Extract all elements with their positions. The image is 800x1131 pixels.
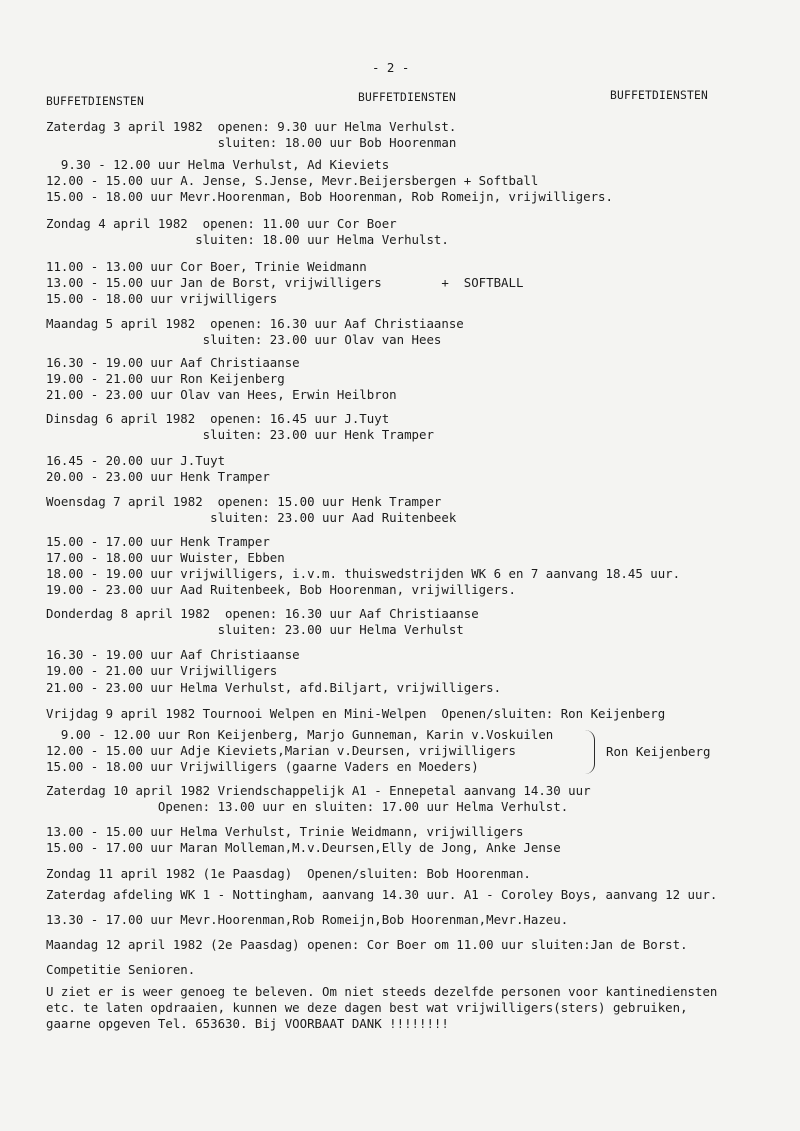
day-heading: Zondag 4 april 1982 openen: 11.00 uur Cor Boer [46, 216, 397, 231]
closing-line: sluiten: 23.00 uur Aad Ruitenbeek [46, 510, 457, 525]
closing-line: sluiten: 23.00 uur Henk Tramper [46, 427, 434, 442]
brace-note: Ron Keijenberg [606, 744, 711, 759]
shift-line: 12.00 - 15.00 uur A. Jense, S.Jense, Mevr.Beijersbergen + Softball [46, 173, 539, 188]
shift-line: 13.30 - 17.00 uur Mevr.Hoorenman,Rob Romeijn,Bob Hoorenman,Mevr.Hazeu. [46, 912, 569, 927]
shift-line: 17.00 - 18.00 uur Wuister, Ebben [46, 550, 285, 565]
shift-line: 9.00 - 12.00 uur Ron Keijenberg, Marjo Gunneman, Karin v.Voskuilen [46, 727, 554, 742]
closing-paragraph-line: U ziet er is weer genoeg te beleven. Om niet steeds dezelfde personen voor kantinediensten [46, 984, 718, 999]
shift-line: 20.00 - 23.00 uur Henk Tramper [46, 469, 270, 484]
shift-line: 19.00 - 21.00 uur Ron Keijenberg [46, 371, 285, 386]
shift-line: 15.00 - 18.00 uur vrijwilligers [46, 291, 278, 306]
shift-line: 15.00 - 17.00 uur Henk Tramper [46, 534, 270, 549]
shift-line: 15.00 - 18.00 uur Mevr.Hoorenman, Bob Hoorenman, Rob Romeijn, vrijwilligers. [46, 189, 613, 204]
day-heading: Donderdag 8 april 1982 openen: 16.30 uur Aaf Christiaanse [46, 606, 479, 621]
closing-line: sluiten: 23.00 uur Helma Verhulst [46, 622, 464, 637]
shift-line: 21.00 - 23.00 uur Olav van Hees, Erwin Heilbron [46, 387, 397, 402]
shift-line: 19.00 - 21.00 uur Vrijwilligers [46, 663, 278, 678]
shift-line: 13.00 - 15.00 uur Jan de Borst, vrijwilligers + SOFTBALL [46, 275, 524, 290]
shift-line: 9.30 - 12.00 uur Helma Verhulst, Ad Kieviets [46, 157, 390, 172]
day-heading: Maandag 12 april 1982 (2e Paasdag) openen: Cor Boer om 11.00 uur sluiten:Jan de Borst. [46, 937, 688, 952]
shift-line: 15.00 - 17.00 uur Maran Molleman,M.v.Deursen,Elly de Jong, Anke Jense [46, 840, 561, 855]
day-heading: Zaterdag 3 april 1982 openen: 9.30 uur Helma Verhulst. [46, 119, 457, 134]
closing-line: sluiten: 23.00 uur Olav van Hees [46, 332, 442, 347]
shift-line: 21.00 - 23.00 uur Helma Verhulst, afd.Biljart, vrijwilligers. [46, 680, 502, 695]
shift-line: 16.45 - 20.00 uur J.Tuyt [46, 453, 226, 468]
closing-line: sluiten: 18.00 uur Helma Verhulst. [46, 232, 449, 247]
day-heading: Vrijdag 9 april 1982 Tournooi Welpen en Mini-Welpen Openen/sluiten: Ron Keijenberg [46, 706, 666, 721]
shift-line: 16.30 - 19.00 uur Aaf Christiaanse [46, 647, 300, 662]
day-heading: Maandag 5 april 1982 openen: 16.30 uur Aaf Christiaanse [46, 316, 464, 331]
shift-line: 13.00 - 15.00 uur Helma Verhulst, Trinie Weidmann, vrijwilligers [46, 824, 524, 839]
day-heading: Zaterdag 10 april 1982 Vriendschappelijk A1 - Ennepetal aanvang 14.30 uur [46, 783, 591, 798]
shift-line: 12.00 - 15.00 uur Adje Kieviets,Marian v.Deursen, vrijwilligers [46, 743, 516, 758]
shift-line: 16.30 - 19.00 uur Aaf Christiaanse [46, 355, 300, 370]
brace-bracket [584, 730, 595, 774]
closing-paragraph-line: gaarne opgeven Tel. 653630. Bij VOORBAAT DANK !!!!!!!! [46, 1016, 449, 1031]
shift-line: 15.00 - 18.00 uur Vrijwilligers (gaarne Vaders en Moeders) [46, 759, 479, 774]
day-heading: Woensdag 7 april 1982 openen: 15.00 uur Henk Tramper [46, 494, 442, 509]
header-buffetdiensten-right: BUFFETDIENSTEN [610, 89, 709, 102]
day-heading: Zondag 11 april 1982 (1e Paasdag) Openen/sluiten: Bob Hoorenman. [46, 866, 531, 881]
closing-paragraph-line: etc. te laten opdraaien, kunnen we deze dagen best wat vrijwilligers(sters) gebruiken, [46, 1000, 688, 1015]
shift-line: 18.00 - 19.00 uur vrijwilligers, i.v.m. thuiswedstrijden WK 6 en 7 aanvang 18.45 uur. [46, 566, 681, 581]
page-number: - 2 - [372, 60, 410, 75]
day-heading: Dinsdag 6 april 1982 openen: 16.45 uur J.Tuyt [46, 411, 390, 426]
shift-line: 19.00 - 23.00 uur Aad Ruitenbeek, Bob Hoorenman, vrijwilligers. [46, 582, 516, 597]
competition-line: Competitie Senioren. [46, 962, 196, 977]
match-line: Zaterdag afdeling WK 1 - Nottingham, aanvang 14.30 uur. A1 - Coroley Boys, aanvang 12 uur. [46, 887, 718, 902]
shift-line: 11.00 - 13.00 uur Cor Boer, Trinie Weidmann [46, 259, 367, 274]
header-buffetdiensten-left: BUFFETDIENSTEN [46, 95, 145, 108]
opening-closing-line: Openen: 13.00 uur en sluiten: 17.00 uur Helma Verhulst. [46, 799, 569, 814]
closing-line: sluiten: 18.00 uur Bob Hoorenman [46, 135, 457, 150]
header-buffetdiensten-center: BUFFETDIENSTEN [358, 91, 457, 104]
